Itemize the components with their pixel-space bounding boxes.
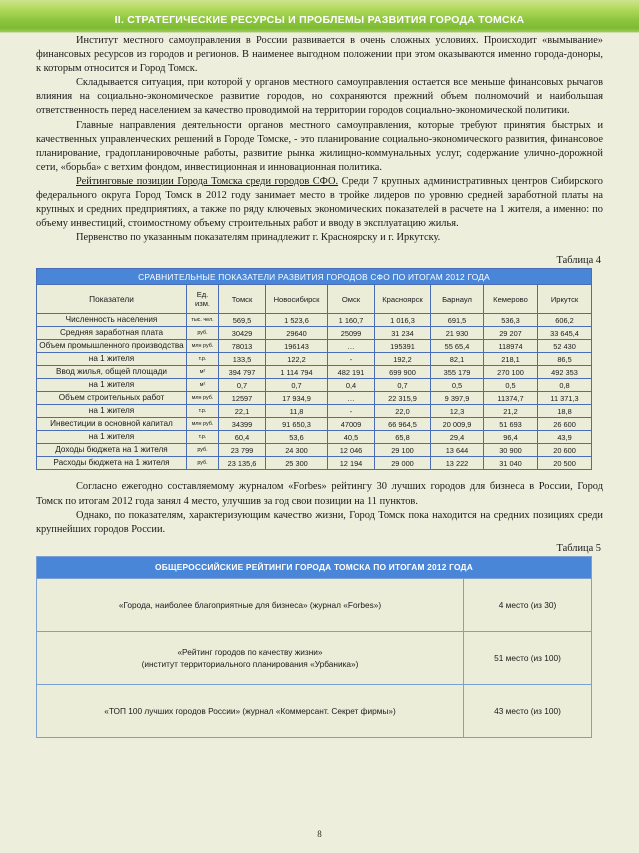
- table-row: [37, 379, 592, 392]
- table4-value-cell: 196143: [266, 340, 328, 353]
- table4-value-cell: 13 644: [431, 444, 484, 457]
- table4-value-cell: 31 234: [375, 327, 431, 340]
- table4-indicator-cell: Расходы бюджета на 1 жителя: [37, 457, 187, 470]
- table4-col-indicator: Показатели: [37, 285, 187, 314]
- table4-value-cell: 394 797: [219, 366, 266, 379]
- table5-rating-name-line1: «ТОП 100 лучших городов России» (журнал «Коммерсант. Секрет фирмы»): [104, 705, 396, 716]
- table-row: [37, 340, 592, 353]
- table-row: [37, 405, 592, 418]
- table4-unit-cell: млн руб.: [187, 392, 219, 405]
- table4-value-cell: 17 934,9: [266, 392, 328, 405]
- table5-title-row: [37, 556, 592, 578]
- table4-value-cell: 65,8: [375, 431, 431, 444]
- table4-unit-cell: руб.: [187, 457, 219, 470]
- document-content: [36, 34, 603, 738]
- table4-value-cell: 492 353: [538, 366, 592, 379]
- table4-value-cell: 122,2: [266, 353, 328, 366]
- paragraph-1: Институт местного самоуправления в России развивается в очень сложных условиях. Происходит «вымывание» финансовых ресурсов из городов и регионов. В наименее выгодном положении при этом оказываются именно города-доноры, к которым относится и Город Томск.: [36, 35, 603, 75]
- table4-value-cell: 0,8: [538, 379, 592, 392]
- table4-value-cell: 51 693: [484, 418, 538, 431]
- table4-value-cell: 26 600: [538, 418, 592, 431]
- table4-indicator-cell: Объем строительных работ: [37, 392, 187, 405]
- table5-body: [37, 578, 592, 737]
- table4-value-cell: 1 523,6: [266, 314, 328, 327]
- table4-col-novosibirsk: Новосибирск: [266, 285, 328, 314]
- table4-value-cell: 11 371,3: [538, 392, 592, 405]
- table-row: [37, 418, 592, 431]
- table4-indicator-cell: на 1 жителя: [37, 353, 187, 366]
- table4-value-cell: 40,5: [328, 431, 375, 444]
- table5-rating-name-cell: [37, 684, 464, 737]
- table4-value-cell: 25 300: [266, 457, 328, 470]
- paragraph-3: Главные направления деятельности органов местного самоуправления, которые требуют принятия быстрых и качественных управленческих решений в Городе Томске, - это планирование социально-экономического развития, финансовое планирование, градопланировочные работы, развитие рынка жилищно-коммунальных услуг, содержание улично-дорожной сети, «борьба» с ветхим фондом, инвестиционная и инновационная политика.: [36, 119, 603, 173]
- table-row: [37, 327, 592, 340]
- table4-indicator-cell: Объем промышленного производства: [37, 340, 187, 353]
- table4-indicator-cell: Инвестиции в основной капитал: [37, 418, 187, 431]
- table4-value-cell: 53,6: [266, 431, 328, 444]
- table4-value-cell: 66 964,5: [375, 418, 431, 431]
- table4-indicator-cell: Средняя заработная плата: [37, 327, 187, 340]
- table5-place-cell: 43 место (из 100): [464, 684, 592, 737]
- table4-value-cell: 29 100: [375, 444, 431, 457]
- table4-col-omsk: Омск: [328, 285, 375, 314]
- table4-value-cell: 60,4: [219, 431, 266, 444]
- paragraph-6: Согласно ежегодно составляемому журналом «Forbes» рейтингу 30 лучших городов для бизнеса в России, Город Томск по итогам 2012 года занял 4 место, улучшив за год свои позиции на 11 пунктов.: [36, 481, 603, 507]
- table-row: [37, 314, 592, 327]
- table5-rating-name-line1: «Города, наиболее благоприятные для бизнеса» (журнал «Forbes»): [118, 599, 382, 610]
- table4-value-cell: 29640: [266, 327, 328, 340]
- table4-value-cell: 0,7: [375, 379, 431, 392]
- table4-col-unit: Ед. изм.: [187, 285, 219, 314]
- table4-value-cell: 218,1: [484, 353, 538, 366]
- table4-value-cell: 82,1: [431, 353, 484, 366]
- table4-col-kemerovo: Кемерово: [484, 285, 538, 314]
- table4-body: [37, 314, 592, 470]
- table4-unit-cell: м²: [187, 366, 219, 379]
- table4-value-cell: 52 430: [538, 340, 592, 353]
- table4-value-cell: 569,5: [219, 314, 266, 327]
- table4-value-cell: 482 191: [328, 366, 375, 379]
- table5-rating-name-cell: [37, 578, 464, 631]
- table4-value-cell: -: [328, 353, 375, 366]
- table-row: [37, 578, 592, 631]
- table4-value-cell: 33 645,4: [538, 327, 592, 340]
- table4-indicator-cell: Численность населения: [37, 314, 187, 327]
- table4-unit-cell: т.р.: [187, 431, 219, 444]
- table4-value-cell: 47009: [328, 418, 375, 431]
- table4-indicator-cell: на 1 жителя: [37, 405, 187, 418]
- national-ratings-table: [36, 556, 592, 738]
- table-row: [37, 684, 592, 737]
- table4-col-krasnoyarsk: Красноярск: [375, 285, 431, 314]
- table4-value-cell: 699 900: [375, 366, 431, 379]
- table4-value-cell: 0,5: [431, 379, 484, 392]
- table4-value-cell: 691,5: [431, 314, 484, 327]
- table4-value-cell: 25099: [328, 327, 375, 340]
- table4-value-cell: …: [328, 340, 375, 353]
- table5-rating-name-line1: «Рейтинг городов по качеству жизни»: [177, 646, 323, 657]
- table-row: [37, 392, 592, 405]
- page-title: II. СТРАТЕГИЧЕСКИЕ РЕСУРСЫ И ПРОБЛЕМЫ РАЗВИТИЯ ГОРОДА ТОМСКА: [114, 14, 525, 26]
- table-row: [37, 366, 592, 379]
- table4-value-cell: 29 207: [484, 327, 538, 340]
- table4-value-cell: 23 799: [219, 444, 266, 457]
- table4-value-cell: -: [328, 405, 375, 418]
- table5-place-cell: 4 место (из 30): [464, 578, 592, 631]
- table4-indicator-cell: на 1 жителя: [37, 379, 187, 392]
- table4-col-barnaul: Барнаул: [431, 285, 484, 314]
- table4-value-cell: 30 900: [484, 444, 538, 457]
- table5-title: ОБЩЕРОССИЙСКИЕ РЕЙТИНГИ ГОРОДА ТОМСКА ПО ИТОГАМ 2012 ГОДА: [37, 556, 592, 578]
- table4-value-cell: 24 300: [266, 444, 328, 457]
- table4-value-cell: 29,4: [431, 431, 484, 444]
- table4-value-cell: 30429: [219, 327, 266, 340]
- table4-value-cell: 20 600: [538, 444, 592, 457]
- table4-value-cell: 133,5: [219, 353, 266, 366]
- table4-value-cell: 21,2: [484, 405, 538, 418]
- table4-value-cell: 78013: [219, 340, 266, 353]
- table4-indicator-cell: Доходы бюджета на 1 жителя: [37, 444, 187, 457]
- paragraph-4-rest: Среди 7 крупных административных центров Сибирского федерального округа Город Томск в 2012 году занимает место в тройке лидеров по уровню средней заработной платы на крупных и средних предприятиях, а также по ряду ключевых экономических показателей в расчете на 1 жителя, а именно: по объему инвестиций, стоимостному объему строительных работ и вводу в эксплуатацию жилья.: [36, 175, 603, 230]
- table4-value-cell: 43,9: [538, 431, 592, 444]
- table4-value-cell: 31 040: [484, 457, 538, 470]
- table4-caption: Таблица 4: [556, 255, 601, 267]
- table-row: [37, 631, 592, 684]
- page-number: 8: [317, 829, 322, 839]
- table4-value-cell: 1 160,7: [328, 314, 375, 327]
- table4-value-cell: 606,2: [538, 314, 592, 327]
- table4-value-cell: 23 135,6: [219, 457, 266, 470]
- table4-value-cell: 20 500: [538, 457, 592, 470]
- table-row: [37, 457, 592, 470]
- table4-value-cell: 192,2: [375, 353, 431, 366]
- table4-value-cell: 1 016,3: [375, 314, 431, 327]
- table4-value-cell: 20 009,9: [431, 418, 484, 431]
- table4-value-cell: 91 650,3: [266, 418, 328, 431]
- paragraph-7: Однако, по показателям, характеризующим качество жизни, Город Томск пока находится на средних позициях среди крупнейших городов России.: [36, 509, 603, 535]
- paragraph-2: Складывается ситуация, при которой у органов местного самоуправления остается все меньше финансовых рычагов влияния на социально-экономическое развитие городов, но сохраняются прежний объем полномочий и наибольшая ответственность перед населением за качество проводимой на территории городов социально-экономической политики.: [36, 77, 603, 117]
- table4-indicator-cell: на 1 жителя: [37, 431, 187, 444]
- table4-value-cell: 55 65,4: [431, 340, 484, 353]
- table4-value-cell: 12 194: [328, 457, 375, 470]
- table4-value-cell: …: [328, 392, 375, 405]
- table4-unit-cell: тыс. чел.: [187, 314, 219, 327]
- table4-unit-cell: руб.: [187, 444, 219, 457]
- table4-value-cell: 118974: [484, 340, 538, 353]
- table5-wrapper: [36, 556, 603, 738]
- table5-rating-name-line2: (институт территориального планирования «Урбаника»): [141, 658, 359, 669]
- paragraph-5: Первенство по указанным показателям принадлежит г. Красноярску и г. Иркутску.: [76, 232, 441, 244]
- table4-col-irkutsk: Иркутск: [538, 285, 592, 314]
- table4-value-cell: 21 930: [431, 327, 484, 340]
- table4-value-cell: 34399: [219, 418, 266, 431]
- table4-col-tomsk: Томск: [219, 285, 266, 314]
- table4-header-row: [37, 285, 592, 314]
- table4-value-cell: 29 000: [375, 457, 431, 470]
- table4-value-cell: 0,7: [266, 379, 328, 392]
- table4-value-cell: 270 100: [484, 366, 538, 379]
- table4-value-cell: 22,0: [375, 405, 431, 418]
- table-row: [37, 353, 592, 366]
- table4-unit-cell: т.р.: [187, 353, 219, 366]
- table4-value-cell: 13 222: [431, 457, 484, 470]
- table4-value-cell: 1 114 794: [266, 366, 328, 379]
- paragraph-4-lead: Рейтинговые позиции Города Томска среди городов СФО.: [76, 175, 339, 187]
- table4-value-cell: 0,5: [484, 379, 538, 392]
- table4-value-cell: 96,4: [484, 431, 538, 444]
- table4-unit-cell: млн руб.: [187, 340, 219, 353]
- table4-value-cell: 11374,7: [484, 392, 538, 405]
- paragraph-4: [36, 175, 603, 231]
- table4-value-cell: 195391: [375, 340, 431, 353]
- comparative-indicators-table: [36, 268, 592, 470]
- table4-value-cell: 536,3: [484, 314, 538, 327]
- table4-unit-cell: руб.: [187, 327, 219, 340]
- table5-caption: Таблица 5: [556, 542, 601, 554]
- table4-value-cell: 22,1: [219, 405, 266, 418]
- table5-rating-name-cell: [37, 631, 464, 684]
- table-row: [37, 431, 592, 444]
- table4-unit-cell: м²: [187, 379, 219, 392]
- table4-unit-cell: т.р.: [187, 405, 219, 418]
- table4-title: СРАВНИТЕЛЬНЫЕ ПОКАЗАТЕЛИ РАЗВИТИЯ ГОРОДОВ СФО ПО ИТОГАМ 2012 ГОДА: [37, 269, 592, 285]
- table4-title-row: [37, 269, 592, 285]
- table4-value-cell: 0,4: [328, 379, 375, 392]
- table4-value-cell: 9 397,9: [431, 392, 484, 405]
- table4-value-cell: 11,8: [266, 405, 328, 418]
- table5-place-cell: 51 место (из 100): [464, 631, 592, 684]
- table4-wrapper: [36, 268, 603, 470]
- table4-value-cell: 86,5: [538, 353, 592, 366]
- table4-value-cell: 12 046: [328, 444, 375, 457]
- table4-value-cell: 12,3: [431, 405, 484, 418]
- table4-value-cell: 12597: [219, 392, 266, 405]
- table4-value-cell: 355 179: [431, 366, 484, 379]
- table-row: [37, 444, 592, 457]
- table4-unit-cell: млн руб.: [187, 418, 219, 431]
- table4-value-cell: 22 315,9: [375, 392, 431, 405]
- table4-indicator-cell: Ввод жилья, общей площади: [37, 366, 187, 379]
- table4-value-cell: 0,7: [219, 379, 266, 392]
- table4-value-cell: 18,8: [538, 405, 592, 418]
